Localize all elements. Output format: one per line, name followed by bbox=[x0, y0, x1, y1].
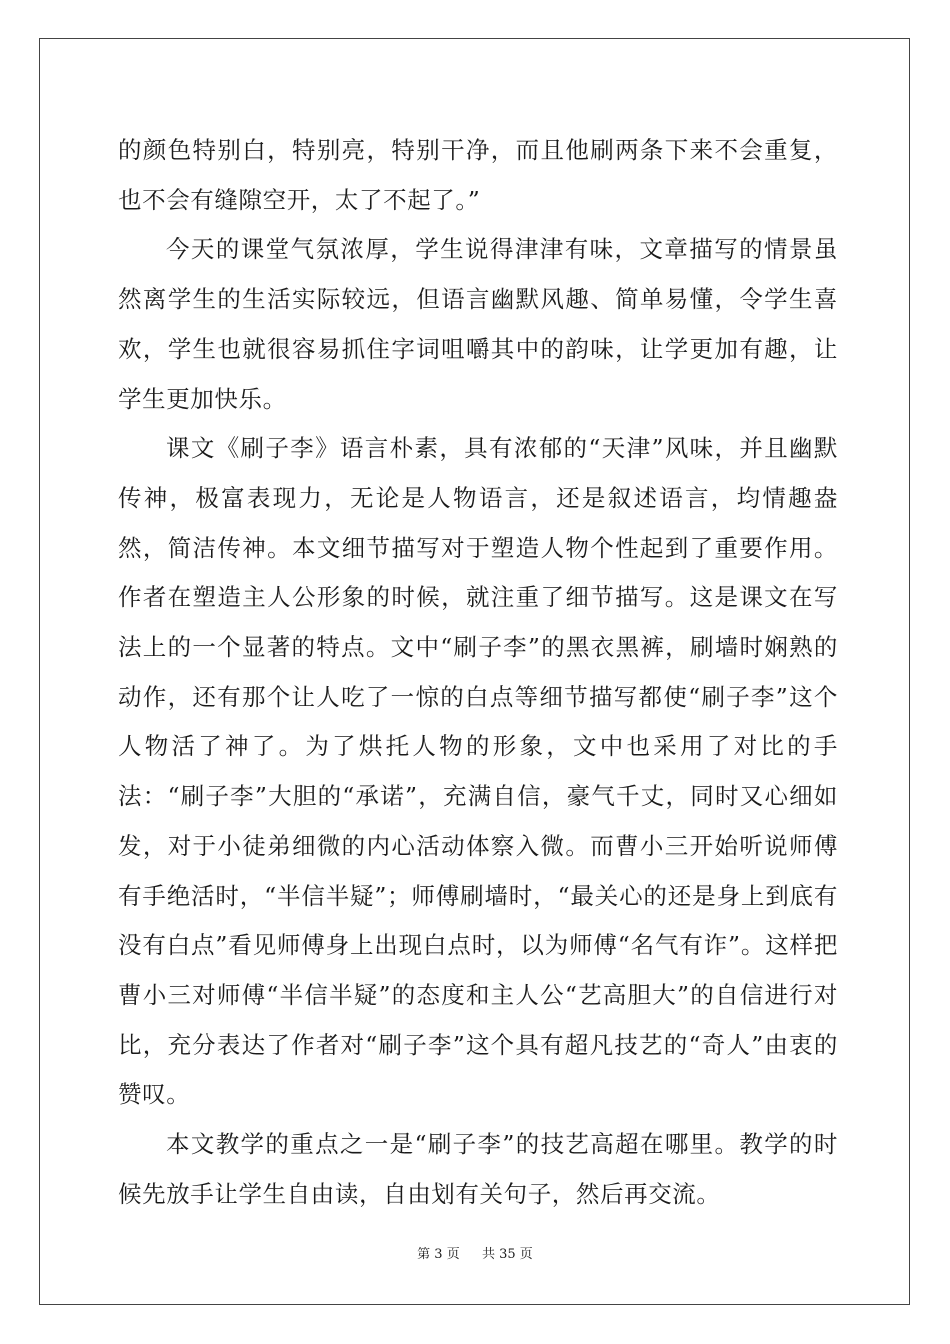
paragraph-1: 的颜色特别白，特别亮，特别干净，而且他刷两条下来不会重复，也不会有缝隙空开，太了不起了。” bbox=[118, 136, 838, 214]
document-body bbox=[118, 126, 838, 1219]
current-page-label: 第 3 页 bbox=[417, 1247, 460, 1262]
paragraph-2: 今天的课堂气氛浓厚，学生说得津津有味，文章描写的情景虽然离学生的生活实际较远，但语言幽默风趣、简单易懂，令学生喜欢，学生也就很容易抓住字词咀嚼其中的韵味，让学更加有趣，让学生更加快乐。 bbox=[118, 235, 838, 413]
total-pages-label: 共 35 页 bbox=[482, 1247, 533, 1262]
paragraph-3: 课文《刷子李》语言朴素，具有浓郁的“天津”风味，并且幽默传神，极富表现力，无论是人物语言，还是叙述语言，均情趣盎然，简洁传神。本文细节描写对于塑造人物个性起到了重要作用。作者在塑造主人公形象的时候，就注重了细节描写。这是课文在写法上的一个显著的特点。文中“刷子李”的黑衣黑裤，刷墙时娴熟的动作，还有那个让人吃了一惊的白点等细节描写都使“刷子李”这个人物活了神了。为了烘托人物的形象，文中也采用了对比的手法：“刷子李”大胆的“承诺”，充满自信，豪气千丈，同时又心细如发，对于小徒弟细微的内心活动体察入微。而曹小三开始听说师傅有手绝活时，“半信半疑”；师傅刷墙时，“最关心的还是身上到底有没有白点”看见师傅身上出现白点时，以为师傅“名气有诈”。这样把曹小三对师傅“半信半疑”的态度和主人公“艺高胆大”的自信进行对比，充分表达了作者对“刷子李”这个具有超凡技艺的“奇人”由衷的赞叹。 bbox=[118, 434, 838, 1109]
page-footer bbox=[0, 1246, 950, 1264]
paragraph-4: 本文教学的重点之一是“刷子李”的技艺高超在哪里。教学的时候先放手让学生自由读，自由划有关句子，然后再交流。 bbox=[118, 1130, 838, 1208]
